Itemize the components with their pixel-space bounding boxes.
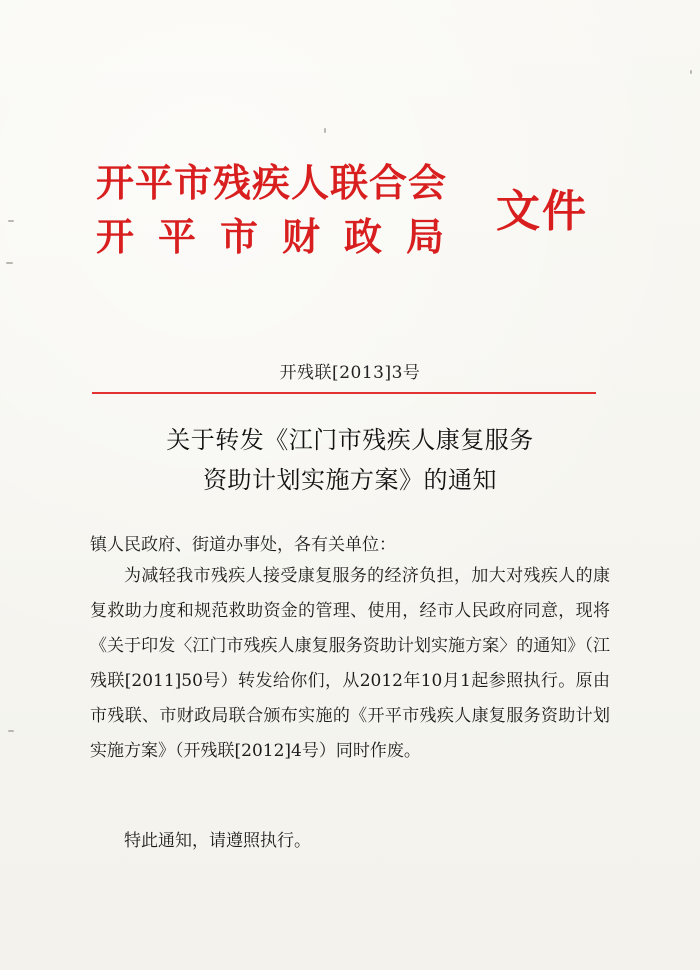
issuer-header (96, 158, 596, 268)
title-line-1: 关于转发《江门市残疾人康复服务 (166, 426, 534, 454)
title-line-2: 资助计划实施方案》的通知 (203, 466, 497, 494)
body-paragraph-closing: 特此通知，请遵照执行。 (124, 831, 311, 851)
scan-speck-1 (8, 220, 14, 222)
issuer-name-finance-bureau: 开平市财政局 (96, 215, 469, 259)
document-number: 开残联[2013]3号 (279, 363, 421, 383)
document-title (0, 420, 700, 500)
issuer-name-disabled-persons-federation: 开平市残疾人联合会 (96, 161, 448, 205)
scan-speck-4 (324, 128, 326, 133)
scan-speck-2 (6, 262, 13, 264)
body-paragraph-main: 为减轻我市残疾人接受康复服务的经济负担，加大对残疾人的康复救助力度和规范救助资金的管理、使用，经市人民政府同意，现将《关于印发〈江门市残疾人康复服务资助计划实施方案〉的通知》（江残联[2011]50号）转发给你们，从2012年10月1起参照执行。原由市残联、市财政局联合颁布实施的《开平市残疾人康复服务资助计划实施方案》（开残联[2012]4号）同时作废。 (90, 566, 610, 761)
scan-speck-5 (690, 70, 692, 74)
scan-speck-3 (8, 730, 14, 732)
red-divider (92, 392, 596, 394)
salutation: 镇人民政府、街道办事处，各有关单位： (90, 535, 396, 555)
document-type-label: 文件 (496, 186, 588, 237)
